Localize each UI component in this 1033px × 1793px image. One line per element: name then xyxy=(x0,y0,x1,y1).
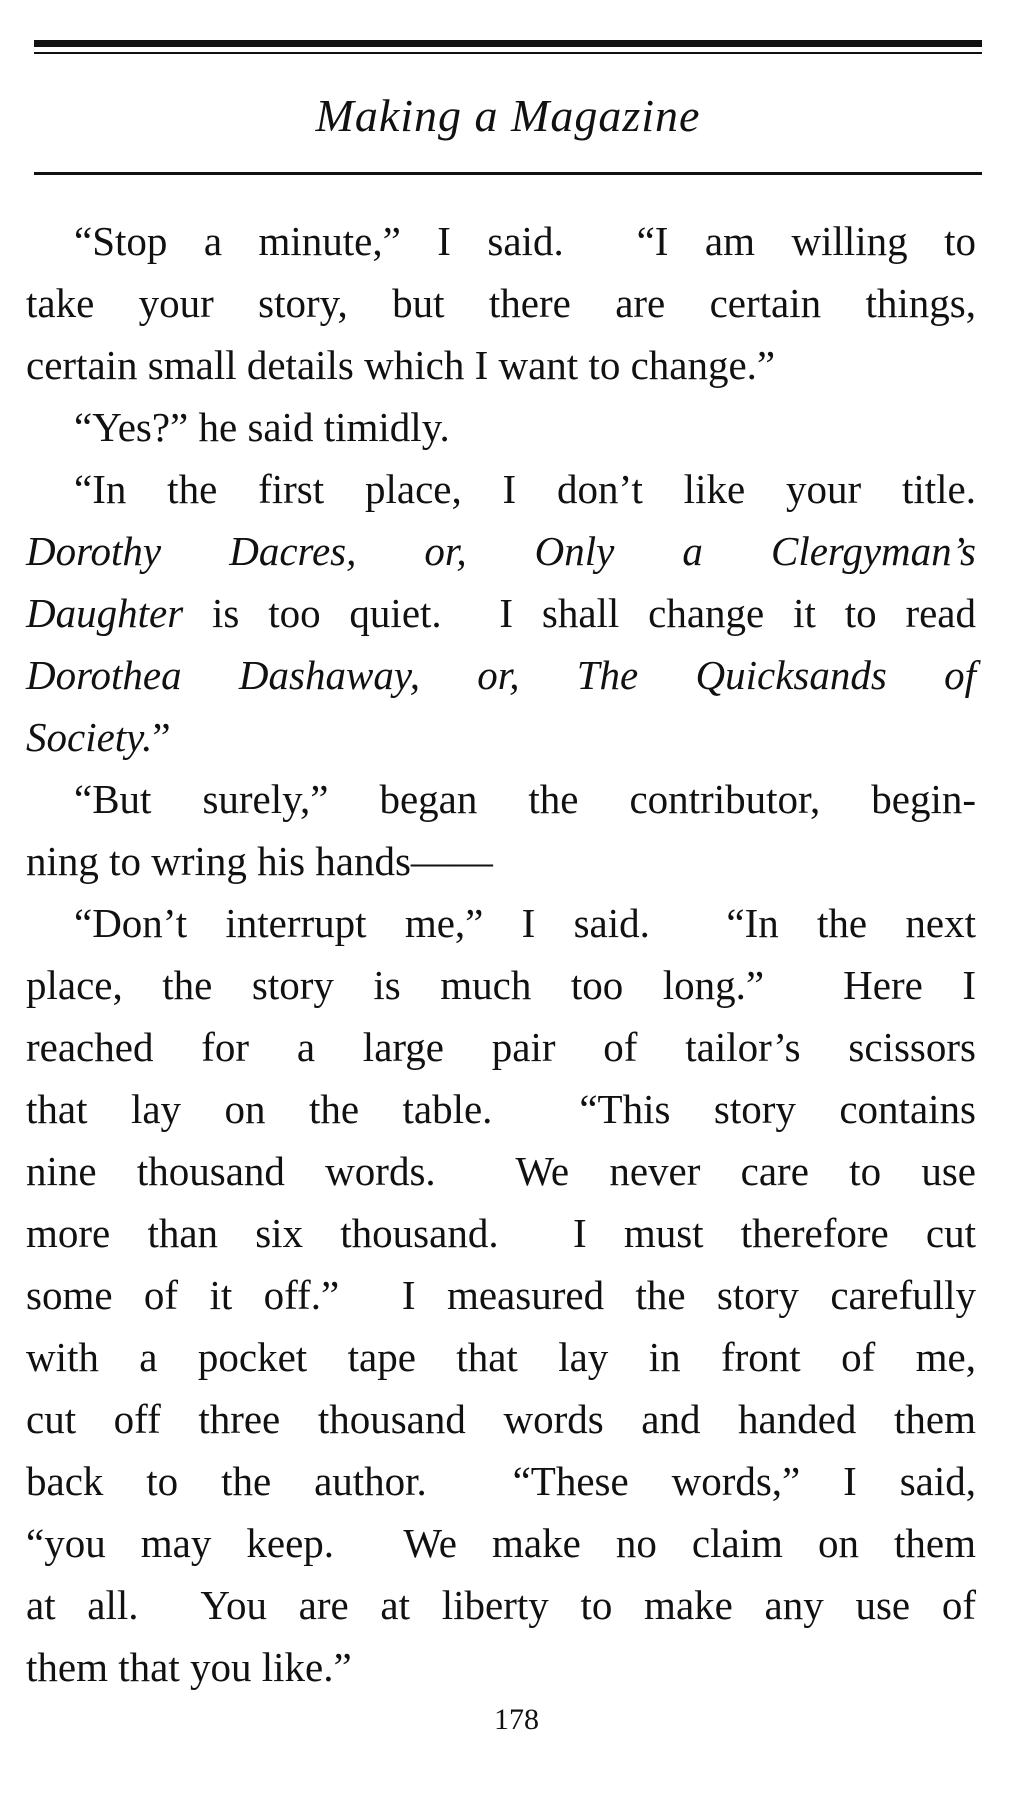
text-line xyxy=(26,1574,976,1636)
text-line xyxy=(26,520,976,582)
text-line xyxy=(26,1202,976,1264)
italic-text-segment: Society. xyxy=(26,714,153,760)
text-segment: reached for a large pair of tailor’s scissors xyxy=(26,1024,976,1070)
header-rule-thin xyxy=(34,52,982,54)
text-segment: place, the story is much too long.” Here I xyxy=(26,962,976,1008)
page-number: 178 xyxy=(494,1703,539,1736)
text-segment: more than six thousand. I must therefore cut xyxy=(26,1210,976,1256)
text-line xyxy=(26,1512,976,1574)
text-line xyxy=(26,396,976,458)
text-segment: “you may keep. We make no claim on them xyxy=(26,1520,976,1566)
text-line xyxy=(26,458,976,520)
text-line xyxy=(26,954,976,1016)
text-line xyxy=(26,768,976,830)
text-line xyxy=(26,272,976,334)
text-segment: “In the first place, I don’t like your title. xyxy=(74,466,976,512)
text-segment: take your story, but there are certain things, xyxy=(26,280,976,326)
running-head-rule xyxy=(34,172,982,175)
text-line xyxy=(26,1140,976,1202)
text-line xyxy=(26,892,976,954)
header-double-rule xyxy=(34,40,982,54)
text-segment: nine thousand words. We never care to use xyxy=(26,1148,976,1194)
text-segment: “Don’t interrupt me,” I said. “In the next xyxy=(74,900,976,946)
italic-text-segment: Dorothy Dacres, or, Only a Clergyman’s xyxy=(26,528,976,574)
text-segment: “But surely,” began the contributor, begin- xyxy=(74,776,976,822)
text-segment: “Stop a minute,” I said. “I am willing to xyxy=(74,218,976,264)
italic-text-segment: Daughter xyxy=(26,590,184,636)
text-segment: them that you like.” xyxy=(26,1644,352,1690)
text-line xyxy=(26,1264,976,1326)
text-line xyxy=(26,1016,976,1078)
text-segment: some of it off.” I measured the story carefully xyxy=(26,1272,976,1318)
text-line xyxy=(26,706,976,768)
text-segment: with a pocket tape that lay in front of me, xyxy=(26,1334,976,1380)
text-line xyxy=(26,1078,976,1140)
text-line xyxy=(26,1326,976,1388)
text-segment: back to the author. “These words,” I said, xyxy=(26,1458,976,1504)
body-text xyxy=(26,210,976,1698)
text-line xyxy=(26,582,976,644)
italic-text-segment: Dorothea Dashaway, or, The Quicksands of xyxy=(26,652,976,698)
text-segment: at all. You are at liberty to make any use of xyxy=(26,1582,976,1628)
text-line xyxy=(26,830,976,892)
text-segment: “Yes?” he said timidly. xyxy=(74,404,450,450)
text-segment: cut off three thousand words and handed them xyxy=(26,1396,976,1442)
text-segment: ” xyxy=(152,714,171,760)
text-line xyxy=(26,334,976,396)
running-head: Making a Magazine xyxy=(315,90,701,141)
text-segment: ning to wring his hands—— xyxy=(26,838,493,884)
text-line xyxy=(26,644,976,706)
text-line xyxy=(26,1388,976,1450)
text-line xyxy=(26,210,976,272)
text-segment: that lay on the table. “This story contains xyxy=(26,1086,976,1132)
text-segment: is too quiet. I shall change it to read xyxy=(183,590,976,636)
header-rule-thick xyxy=(34,40,982,47)
text-segment: certain small details which I want to change.” xyxy=(26,342,776,388)
text-line xyxy=(26,1636,976,1698)
text-line xyxy=(26,1450,976,1512)
